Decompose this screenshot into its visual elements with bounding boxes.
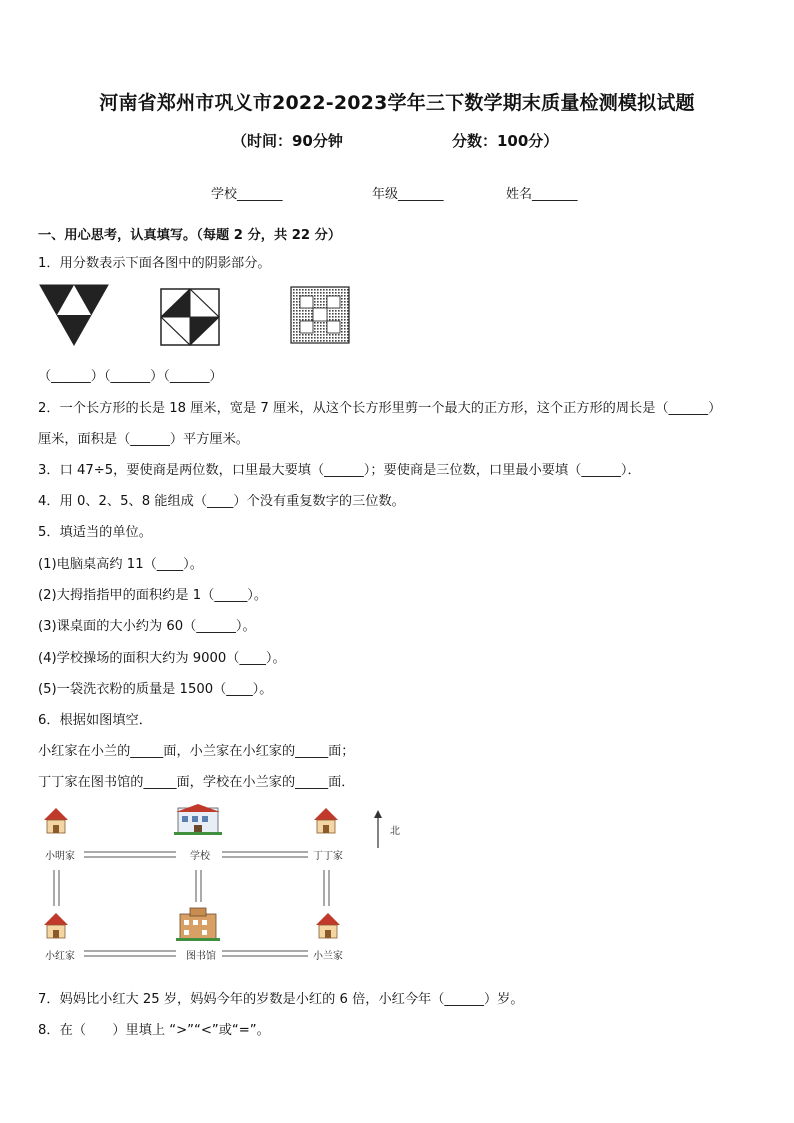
label-xiaolan: 小兰家: [313, 951, 343, 962]
figure-triangle: [39, 284, 109, 346]
question-7: 7．妈妈比小红大 25 岁，妈妈今年的岁数是小红的 6 倍，小红今年（______）岁。: [38, 992, 524, 1007]
question-2-line1: 2．一个长方形的长是 18 厘米，宽是 7 厘米，从这个长方形里剪一个最大的正方形，这个正方形的周长是（______）: [38, 401, 722, 416]
direction-map: [30, 800, 410, 975]
question-6: 6．根据如图填空．: [38, 713, 152, 728]
question-8: 8．在（ ）里填上 “>”“<”或“=”。: [38, 1023, 270, 1038]
label-north: 北: [390, 826, 400, 837]
question-6-line2: 丁丁家在图书馆的_____面，学校在小兰家的_____面．: [38, 775, 355, 790]
question-1-blanks: （______）（______）（______）: [38, 369, 223, 384]
figure-square-triangles: [160, 288, 220, 346]
page-title: 河南省郑州市巩义市2022-2023学年三下数学期末质量检测模拟试题: [99, 92, 695, 114]
question-5-3: (3)课桌面的大小约为 60（______）。: [38, 619, 256, 634]
question-1: 1．用分数表示下面各图中的阴影部分。: [38, 256, 271, 271]
question-5-4: (4)学校操场的面积大约为 9000（____）。: [38, 651, 286, 666]
house-icon-dingding: [314, 808, 338, 833]
label-xiaoming: 小明家: [45, 851, 75, 862]
north-arrow-icon: [374, 810, 382, 848]
question-5: 5．填适当的单位。: [38, 525, 152, 540]
house-icon-xiaoming: [44, 808, 68, 833]
label-library: 图书馆: [186, 951, 216, 962]
question-5-1: (1)电脑桌高约 11（____）。: [38, 557, 203, 572]
question-4: 4．用 0、2、5、8 能组成（____）个没有重复数字的三位数。: [38, 494, 405, 509]
figure-grid: [290, 286, 350, 344]
house-icon-xiaohong: [44, 913, 68, 938]
exam-score: 分数：100分）: [452, 132, 559, 150]
house-icon-xiaolan: [316, 913, 340, 938]
section-heading: 一、用心思考，认真填写。（每题 2 分，共 22 分）: [38, 228, 342, 243]
label-school: 学校: [190, 851, 210, 862]
grade-field: 年级_______: [372, 187, 444, 202]
exam-time: （时间：90分钟: [232, 132, 343, 150]
library-icon: [176, 908, 220, 941]
school-field: 学校_______: [211, 187, 283, 202]
question-5-2: (2)大拇指指甲的面积约是 1（_____）。: [38, 588, 268, 603]
label-xiaohong: 小红家: [45, 951, 75, 962]
school-icon: [174, 804, 222, 835]
label-dingding: 丁丁家: [313, 851, 343, 862]
name-field: 姓名_______: [506, 187, 578, 202]
question-5-5: (5)一袋洗衣粉的质量是 1500（____）。: [38, 682, 273, 697]
question-2-line2: 厘米，面积是（______）平方厘米。: [38, 432, 249, 447]
question-6-line1: 小红家在小兰的_____面，小兰家在小红家的_____面；: [38, 744, 355, 759]
question-3: 3．口 47÷5，要使商是两位数，口里最大要填（______）；要使商是三位数，口里最小要填（______）．: [38, 463, 641, 478]
